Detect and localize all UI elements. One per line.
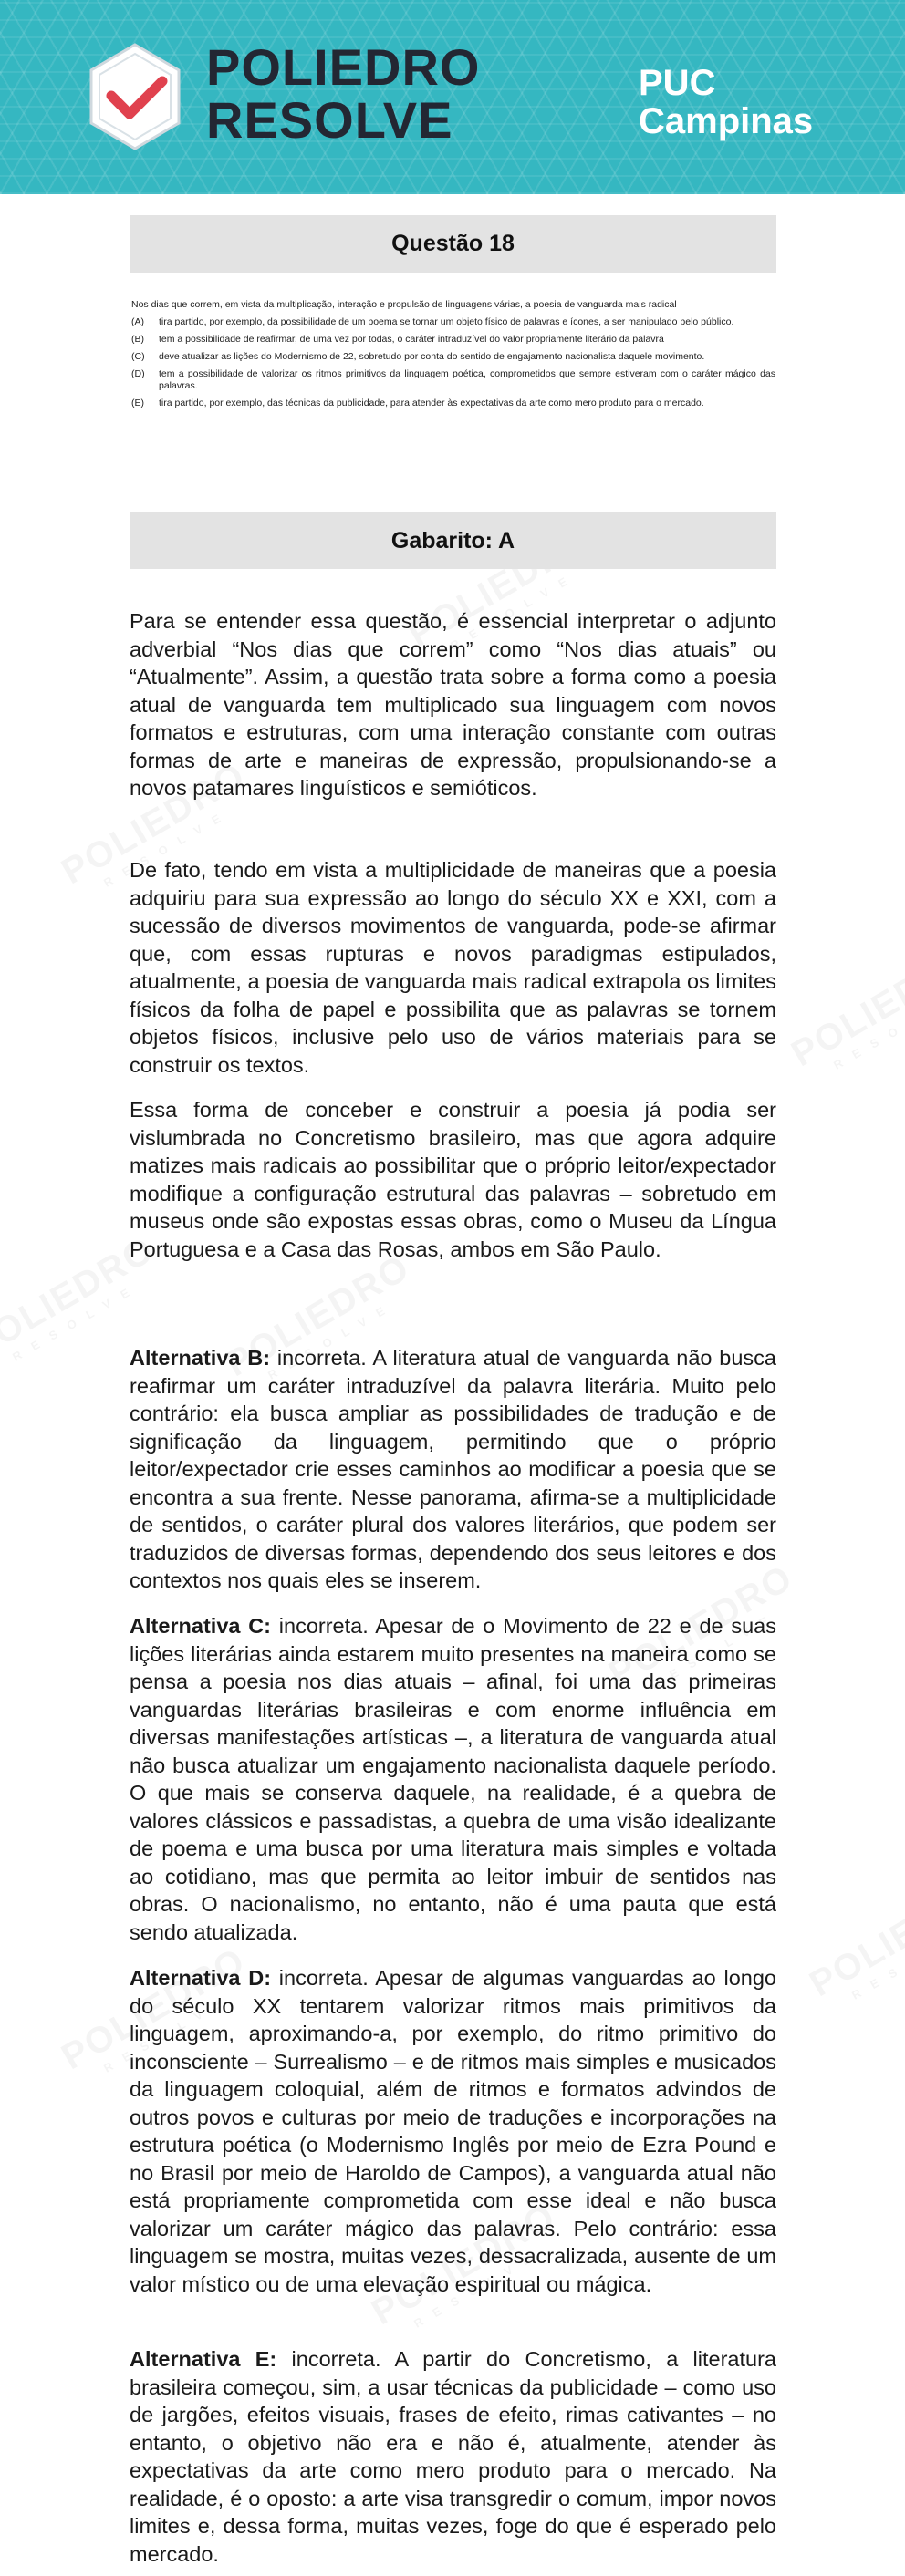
explanation-paragraph-2 — [130, 856, 776, 1079]
option-letter: (C) — [131, 351, 145, 362]
paragraph-text: Para se entender essa questão, é essencial interpretar o adjunto adverbial “Nos dias que correm” como “Nos dias atuais” ou “Atualmente”. Assim, a questão trata sobre a forma como a poesia atual de vanguarda tem multiplicado sua linguagem com novos formatos e estruturas, com uma interação constante com outras formas de arte e maneiras de expressão, propulsionando-se a novos patamares linguísticos e semióticos. — [130, 609, 776, 800]
brand-line-2: RESOLVE — [206, 91, 453, 149]
alternative-d-explanation — [130, 1964, 776, 2298]
option-b — [131, 334, 775, 346]
watermark — [785, 937, 905, 1087]
question-stem: Nos dias que correm, em vista da multiplicação, interação e propulsão de linguagens várias, a poesia de vanguarda mais radical — [131, 299, 677, 310]
check-badge-icon — [84, 41, 186, 152]
option-e — [131, 398, 775, 409]
alternative-label: Alternativa B: — [130, 1346, 271, 1370]
alternative-text: incorreta. Apesar de algumas vanguardas ao longo do século XX tentarem valorizar ritmos mais primitivos da linguagem, aproximando-a, por exemplo, do ritmo primitivo do inconsciente – Surrealismo – e de ritmos mais simples e musicados da linguagem coloquial, além de ritmos e formatos advindos de outros povos e culturas por meio de traduções e incorporações na estrutura poética (o Modernismo Inglês por meio de Ezra Pound e no Brasil por meio de Haroldo de Campos), a vanguarda atual não está propriamente comprometida com esse ideal e não busca valorizar um caráter mágico das palavras. Pelo contrário: essa linguagem se mostra, muitas vezes, dessacralizada, ausente de um valor místico ou de uma elevação espiritual ou mágica. — [130, 1966, 776, 2296]
paragraph-text: De fato, tendo em vista a multiplicidade de maneiras que a poesia adquiriu para sua expressão ao longo do século XX e XXI, com a sucessão de diversos movimentos de vanguarda, pode-se afirmar que, com essas rupturas e novos paradigmas estipulados, atualmente, a poesia de vanguarda mais radical extrapola os limites físicos da folha de papel e possibilita que as palavras se tornem objetos físicos, inclusive pelo uso de vários materiais para se construir os textos. — [130, 858, 776, 1077]
option-a — [131, 316, 775, 328]
explanation-paragraph-1 — [130, 607, 776, 802]
option-c — [131, 351, 775, 363]
question-body — [131, 299, 775, 415]
option-text: tem a possibilidade de valorizar os ritmos primitivos da linguagem poética, comprometidos que sempre estiveram com o caráter mágico das palavras. — [159, 368, 775, 391]
option-letter: (D) — [131, 368, 145, 379]
option-letter: (A) — [131, 316, 144, 327]
header-band — [0, 0, 905, 194]
explanation-paragraph-3 — [130, 1096, 776, 1263]
option-letter: (B) — [131, 334, 144, 345]
option-d — [131, 368, 775, 392]
answer-key-banner: Gabarito: A — [130, 512, 776, 569]
exam-name — [639, 64, 876, 140]
option-text: deve atualizar as lições do Modernismo de 22, sobretudo por conta do sentido de engajamento nacionalista daquele movimento. — [159, 351, 705, 362]
alternative-label: Alternativa E: — [130, 2347, 277, 2371]
option-letter: (E) — [131, 398, 144, 409]
exam-line-1: PUC — [639, 63, 716, 103]
alternative-c-explanation — [130, 1612, 776, 1946]
alternative-b-explanation — [130, 1344, 776, 1595]
paragraph-text: Essa forma de conceber e construir a poesia já podia ser vislumbrada no Concretismo brasileiro, mas que agora adquire matizes mais radicais ao possibilitar que o próprio leitor/expectador modifique a configuração estrutural das palavras – sobretudo em museus onde são expostas essas obras, como o Museu da Língua Portuguesa e a Casa das Rosas, ambos em São Paulo. — [130, 1098, 776, 1261]
exam-line-2: Campinas — [639, 101, 814, 141]
question-title-banner: Questão 18 — [130, 215, 776, 273]
alternative-label: Alternativa D: — [130, 1966, 272, 1990]
alternative-text: incorreta. A literatura atual de vanguarda não busca reafirmar um caráter intraduzível da palavra literária. Muito pelo contrário: ela busca ampliar as possibilidades de tradução e de significação da linguagem, permitindo que o próprio leitor/expectador crie esses caminhos ao modificar a poesia que se encontra a sua frente. Nesse panorama, afirma-se a multiplicidade de sentidos, o caráter plural dos valores literários, que podem ser traduzidos de diversas formas, dependendo dos seus leitores e dos contextos nos quais eles se inserem. — [130, 1346, 776, 1592]
brand-line-1: POLIEDRO — [206, 38, 481, 96]
alternative-label: Alternativa C: — [130, 1614, 272, 1638]
option-text: tira partido, por exemplo, da possibilidade de um poema se tornar um objeto físico de palavras e ícones, a ser manipulado pelo público. — [159, 316, 734, 327]
watermark — [803, 1867, 905, 2017]
alternative-text: incorreta. A partir do Concretismo, a literatura brasileira começou, sim, a usar técnicas da publicidade – como uso de jargões, efeitos visuais, frases de efeito, rimas cativantes – no entanto, o objetivo não era e não é, atualmente, atender às expectativas da arte como mero produto para o mercado. Na realidade, é o oposto: a arte visa transgredir o comum, impor novos limites e, dessa forma, muitas vezes, foge do que é esperado pelo mercado. — [130, 2347, 776, 2566]
brand-wordmark — [206, 38, 535, 149]
alternative-e-explanation — [130, 2345, 776, 2568]
option-text: tem a possibilidade de reafirmar, de uma vez por todas, o caráter intraduzível do valor propriamente literário da palavra — [159, 334, 664, 345]
alternative-text: incorreta. Apesar de o Movimento de 22 e de suas lições literárias ainda estarem muito presentes na maneira como se pensa a poesia nos dias atuais – afinal, foi uma das primeiras vanguardas literárias brasileiras e com enorme influência em diversas manifestações artísticas –, a literatura de vanguarda atual não busca atualizar um engajamento nacionalista daquele período. O que mais se conserva daquele, na realidade, é a quebra de valores clássicos e passadistas, a quebra de uma visão idealizante de poema e uma busca por uma literatura mais simples e voltada ao cotidiano, mas que permita ao leitor imbuir de sentidos nas obras. O nacionalismo, no entanto, não é uma pauta que está sendo atualizada. — [130, 1614, 776, 1944]
option-text: tira partido, por exemplo, das técnicas da publicidade, para atender às expectativas da arte como mero produto para o mercado. — [159, 398, 704, 409]
